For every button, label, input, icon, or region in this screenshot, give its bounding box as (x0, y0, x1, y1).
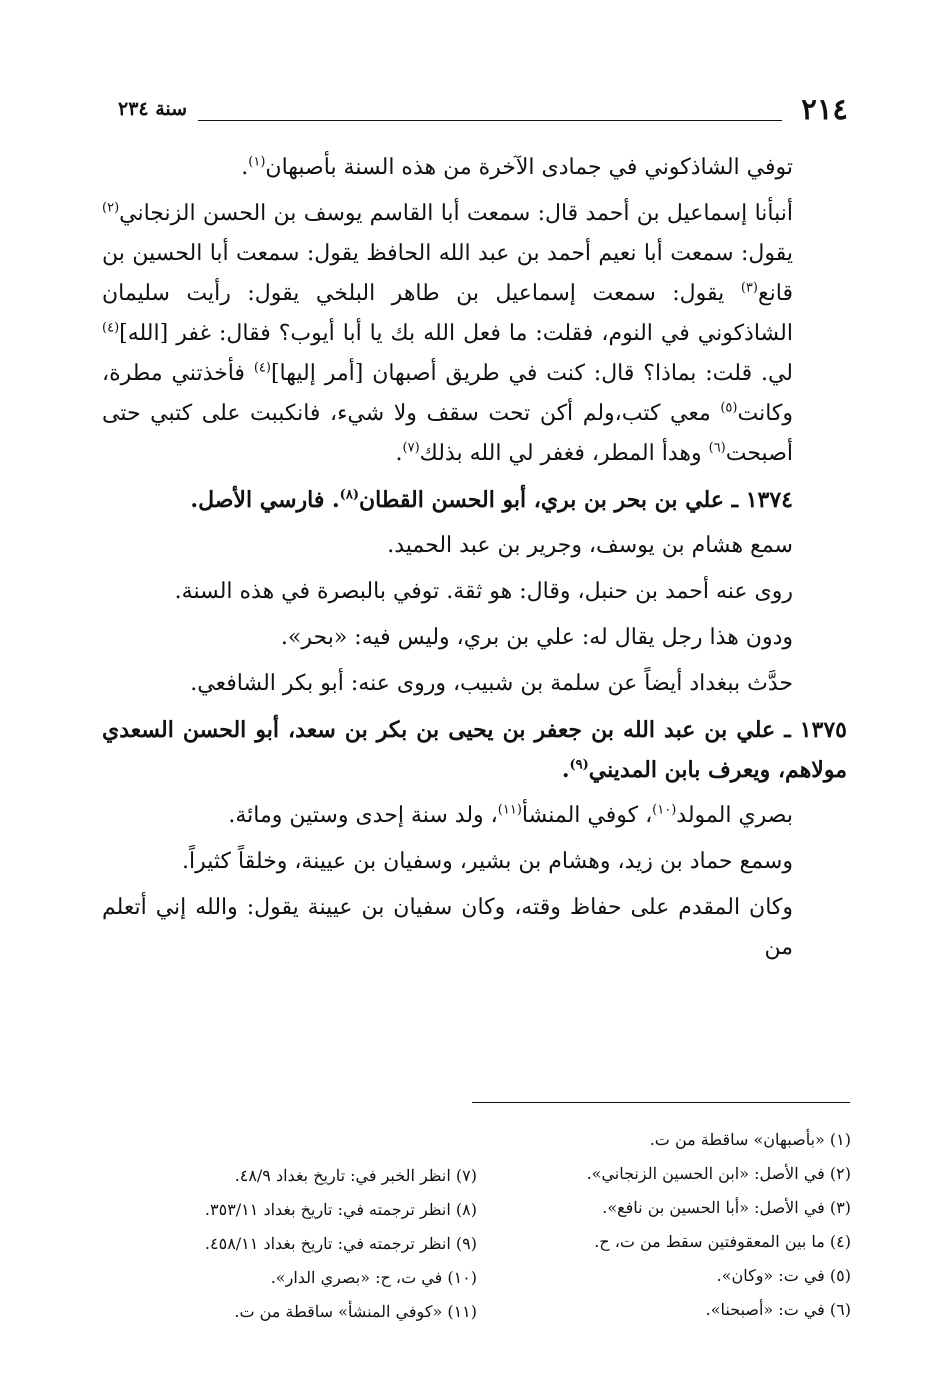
footnote: (٨) انظر ترجمته في: تاريخ بغداد ٣٥٣/١١. (204, 1200, 477, 1219)
text-line: لي. قلت: بماذا؟ قال: كنت في (508, 361, 793, 386)
text-line: طريق أصبهان [أمر إليها] (270, 361, 500, 386)
entry-1374-line: روى عنه أحمد بن حنبل، وقال: هو ثقة. توفي بالبصرة في هذه السنة. (174, 579, 793, 604)
footnote: (٧) انظر الخبر في: تاريخ بغداد ٤٨/٩. (234, 1166, 477, 1185)
running-year: سنة ٢٣٤ (118, 98, 188, 120)
text-line: فأخذتني مطرة، وكانت (102, 361, 794, 426)
footnote-ref[interactable]: (١٠) (652, 802, 677, 818)
footnotes-right-column (491, 1123, 851, 1327)
footnote-ref[interactable]: (٣) (740, 280, 758, 296)
entry-1374-heading (102, 480, 847, 520)
footnote-ref[interactable]: (٨) (339, 487, 359, 503)
header-rule (198, 120, 782, 121)
entry-title: ١٣٧٥ ـ علي بن عبد الله بن جعفر بن يحيى بن بكر بن سعد، أبو الحسن السعدي مولاهم، ويعرف بابن المديني (102, 717, 847, 783)
footnote: (٩) انظر ترجمته في: تاريخ بغداد ٤٥٨/١١. (204, 1234, 477, 1253)
text-line: سقف ولا شيء، فانكببت على كتبي حتى أصبحت (102, 401, 793, 466)
paragraph-death-note: توفي الشاذكوني في جمادى الآخرة من هذه السنة بأصبهان$^{(١)}$. (241, 154, 793, 180)
footnote-ref[interactable]: (٤) (253, 360, 271, 376)
entry-1374-line: سمع هشام بن يوسف، وجرير بن عبد الحميد. (387, 533, 793, 558)
footnote-ref[interactable]: (١) (248, 154, 266, 170)
text-line: بذلك (419, 441, 463, 466)
text-line: أنبأنا إسماعيل بن أحمد قال: سمعت أبا القاسم يوسف بن الحسن الزنجاني (119, 201, 793, 226)
footnote-ref[interactable]: (٦) (708, 440, 726, 456)
entry-1375-line (102, 796, 847, 836)
footnote: (٢) في الأصل: «ابن الحسين الزنجاني». (586, 1164, 851, 1183)
footnote: (٦) في ت: «أصبحنا». (705, 1300, 851, 1319)
footnote: (٤) ما بين المعقوفتين سقط من ت، ح. (594, 1232, 851, 1251)
footnote: (٣) في الأصل: «أبا الحسين بن نافع». (602, 1198, 851, 1217)
page-number: ٢١٤ (801, 92, 848, 126)
footnote-separator (472, 1102, 850, 1103)
entry-1375-line: وكان المقدم على حفاظ وقته، وكان سفيان بن عيينة يقول: والله إني أتعلم من (102, 895, 793, 960)
text-line: ، كوفي المنشأ (521, 803, 653, 828)
text-line: توفي الشاذكوني في جمادى الآخرة من هذه السنة بأصبهان (265, 155, 793, 180)
footnote: (١) «بأصبهان» ساقطة من ت. (649, 1130, 851, 1149)
footnotes-left-column (117, 1159, 477, 1329)
footnote-ref[interactable]: (٩) (569, 757, 589, 773)
paragraph-dream-story: أنبأنا إسماعيل بن أحمد قال: سمعت أبا القاسم يوسف بن الحسن الزنجاني$^{(٢)}$ يقول: سمعت أبا نعيم أحمد بن عبد الله الحافظ يقول: سمعت أبا الحسين بن قانع$^{(٣)}$ يقول: سمعت إسماعيل بن طاهر البلخي يقول: رأيت سليمان الشاذكوني في النوم، فقلت: ما فعل الله بك يا أبا أيوب؟ فقال: غفر [الله]$^{(٤)}$ لي. قلت: بماذا؟ قال: كنت في طريق أصبهان [أمر إليها]$^{(٤)}$ فأخذتني مطرة، وكانت$^{(٥)}$ معي كتب،ولم أكن تحت سقف ولا شيء، فانكببت على كتبي حتى أصبحت$^{(٦)}$ وهدأ المطر، فغفر لي الله بذلك$^{(٧)}$. (102, 200, 794, 466)
text-line: ، ولد سنة إحدى وستين ومائة. (228, 803, 498, 828)
text-line: معي كتب،ولم أكن تحت (488, 401, 711, 426)
footnote-ref[interactable]: (٢) (102, 200, 120, 216)
entry-1375-heading (102, 710, 847, 790)
footnote-ref[interactable]: (٧) (402, 440, 420, 456)
entry-title-tail: . فارسي الأصل. (190, 487, 340, 513)
entry-1374-line: ودون هذا رجل يقال له: علي بن بري، وليس فيه: «بحر». (280, 625, 793, 650)
text-line: فقلت: ما فعل الله بك يا أبا أيوب؟ فقال: غفر [الله] (119, 321, 594, 346)
entry-title: ١٣٧٤ ـ علي بن بحر بن بري، أبو الحسن القطان (358, 487, 793, 513)
footnote: (١٠) في ت، ح: «بصري الدار». (270, 1268, 477, 1287)
main-text (102, 148, 847, 974)
text-line: بصري المولد (676, 803, 793, 828)
footnote-ref[interactable]: (٤) (102, 320, 120, 336)
text-line: وهدأ المطر، فغفر لي الله (469, 441, 702, 466)
footnote: (٥) في ت: «وكان». (716, 1266, 851, 1285)
entry-title-tail: . (561, 757, 570, 783)
entry-1374-line: حدَّث ببغداد أيضاً عن سلمة بن شبيب، وروى عنه: أبو بكر الشافعي. (190, 671, 793, 696)
footnote-ref[interactable]: (١١) (497, 802, 522, 818)
text-line: يقول: سمعت أبا نعيم أحمد بن عبد الله الحافظ يقول: سمعت أبا الحسين بن قانع (102, 241, 794, 306)
footnote-ref[interactable]: (٥) (720, 400, 738, 416)
entry-1375-line: وسمع حماد بن زيد، وهشام بن بشير، وسفيان بن عيينة، وخلقاً كثيراً. (182, 849, 793, 874)
page-header (118, 92, 848, 132)
text-line: يقول: سمعت إسماعيل بن طاهر البلخي يقول: رأيت سليمان الشاذكوني في النوم، (102, 281, 793, 346)
footnote: (١١) «كوفي المنشأ» ساقطة من ت. (234, 1302, 477, 1321)
